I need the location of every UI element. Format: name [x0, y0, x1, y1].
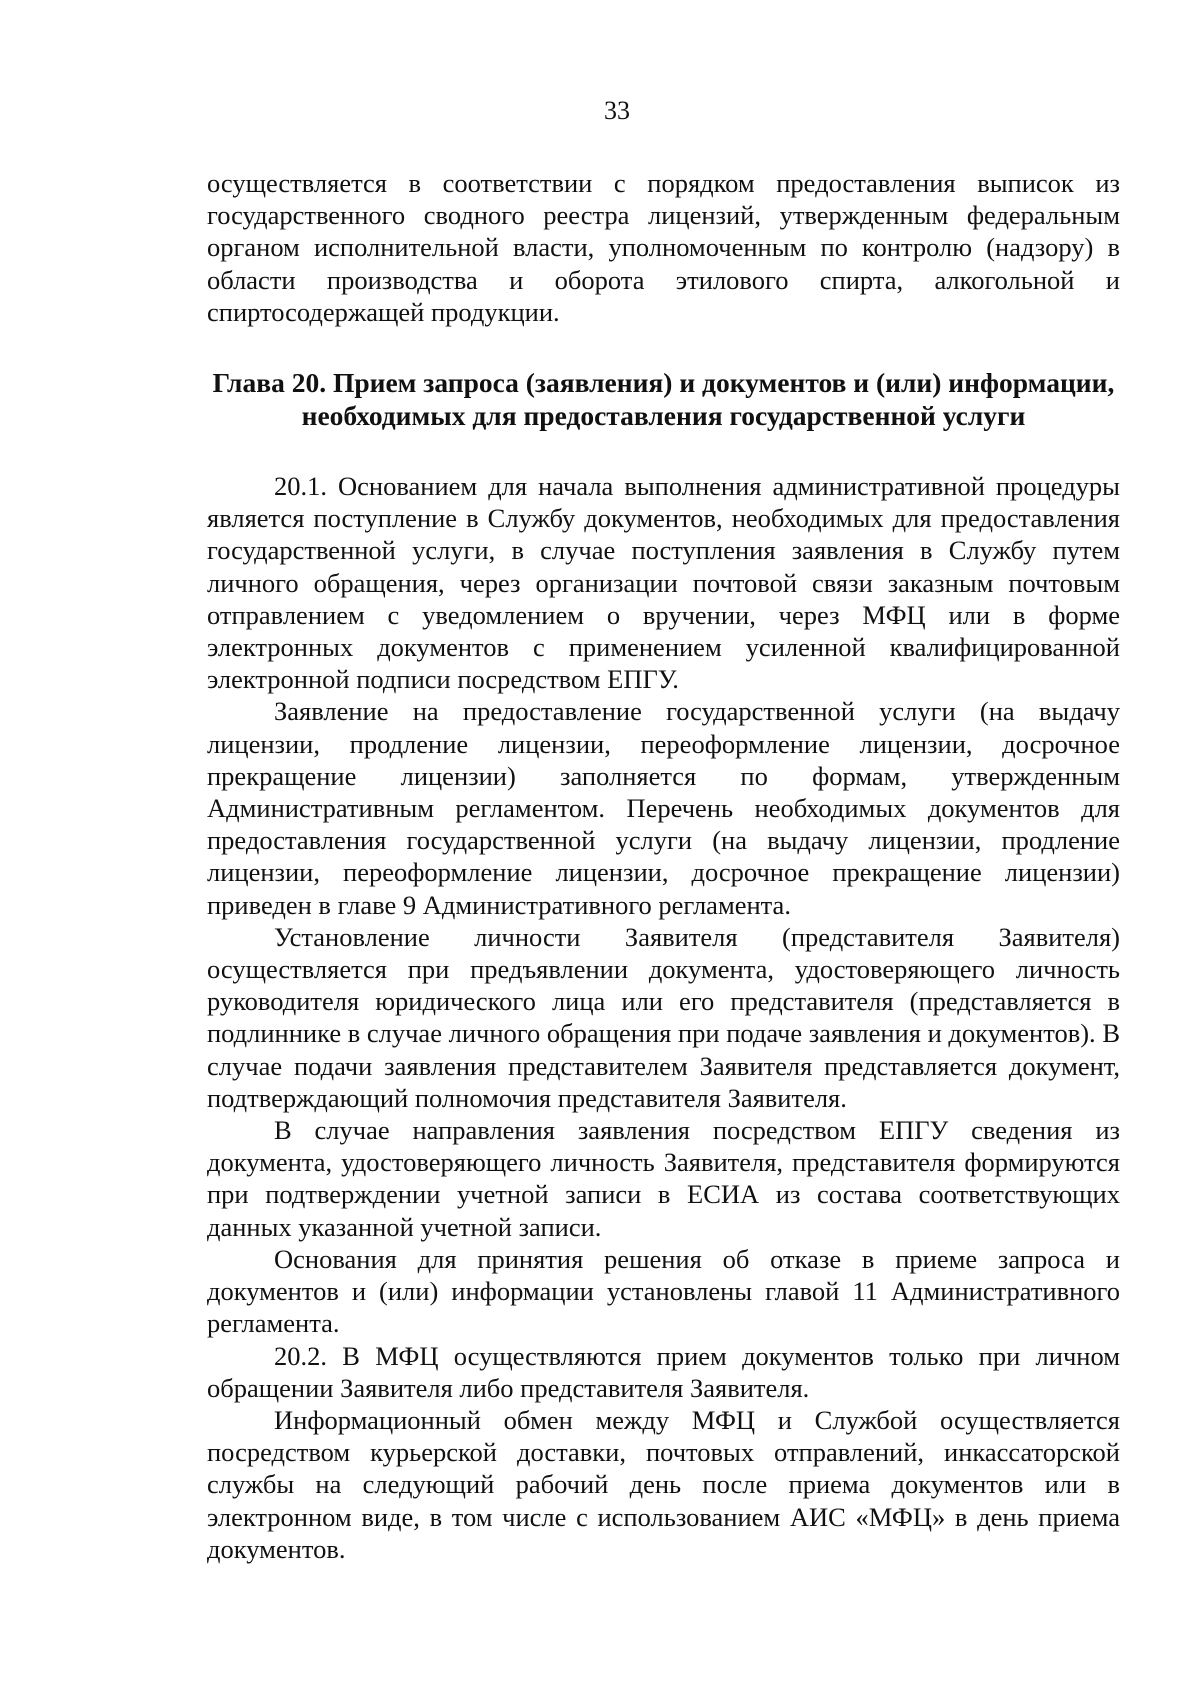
paragraph-refusal-grounds: Основания для принятия решения об отказе в приеме запроса и документов и (или) информации установлены главой 11 Административного регламента. — [207, 1243, 1120, 1339]
paragraph-20-1: 20.1. Основанием для начала выполнения административной процедуры является поступление в Службу документов, необходимых для предоставления государственной услуги, в случае поступления заявления в Службу путем личного обращения, через организации почтовой связи заказным почтовым отправлением с уведомлением о вручении, через МФЦ или в форме электронных документов с применением усиленной квалифицированной электронной подписи посредством ЕПГУ. — [207, 471, 1120, 695]
chapter-title-line-1: Глава 20. Прием запроса (заявления) и документов и (или) информации, — [212, 367, 1115, 399]
chapter-heading — [207, 366, 1120, 432]
paragraph-20-2: 20.2. В МФЦ осуществляются прием документов только при личном обращении Заявителя либо представителя Заявителя. — [207, 1340, 1120, 1403]
chapter-title-line-2: необходимых для предоставления государственной услуги — [301, 400, 1026, 432]
document-body — [207, 167, 1120, 1565]
paragraph-identity-verification: Установление личности Заявителя (представителя Заявителя) осуществляется при предъявлении документа, удостоверяющего личность руководителя юридического лица или его представителя (представляется в подлиннике в случае личного обращения при подаче заявления и документов). В случае подачи заявления представителем Заявителя представляется документ, подтверждающий полномочия представителя Заявителя. — [207, 921, 1120, 1113]
paragraph-information-exchange: Информационный обмен между МФЦ и Службой осуществляется посредством курьерской доставки, почтовых отправлений, инкассаторской службы на следующий рабочий день после приема документов или в электронном виде, в том числе с использованием АИС «МФЦ» в день приема документов. — [207, 1404, 1120, 1564]
paragraph-epgu-esia: В случае направления заявления посредством ЕПГУ сведения из документа, удостоверяющего личность Заявителя, представителя формируются при подтверждении учетной записи в ЕСИА из состава соответствующих данных указанной учетной записи. — [207, 1115, 1120, 1242]
paragraph-application-forms: Заявление на предоставление государственной услуги (на выдачу лицензии, продление лицензии, переоформление лицензии, досрочное прекращение лицензии) заполняется по формам, утвержденным Административным регламентом. Перечень необходимых документов для предоставления государственной услуги (на выдачу лицензии, продление лицензии, переоформление лицензии, досрочное прекращение лицензии) приведен в главе 9 Административного регламента. — [207, 696, 1120, 920]
page-number: 33 — [604, 96, 630, 125]
intro-paragraph: осуществляется в соответствии с порядком предоставления выписок из государственного сводного реестра лицензий, утвержденным федеральным органом исполнительной власти, уполномоченным по контролю (надзору) в области производства и оборота этилового спирта, алкогольной и спиртосодержащей продукции. — [207, 168, 1120, 327]
